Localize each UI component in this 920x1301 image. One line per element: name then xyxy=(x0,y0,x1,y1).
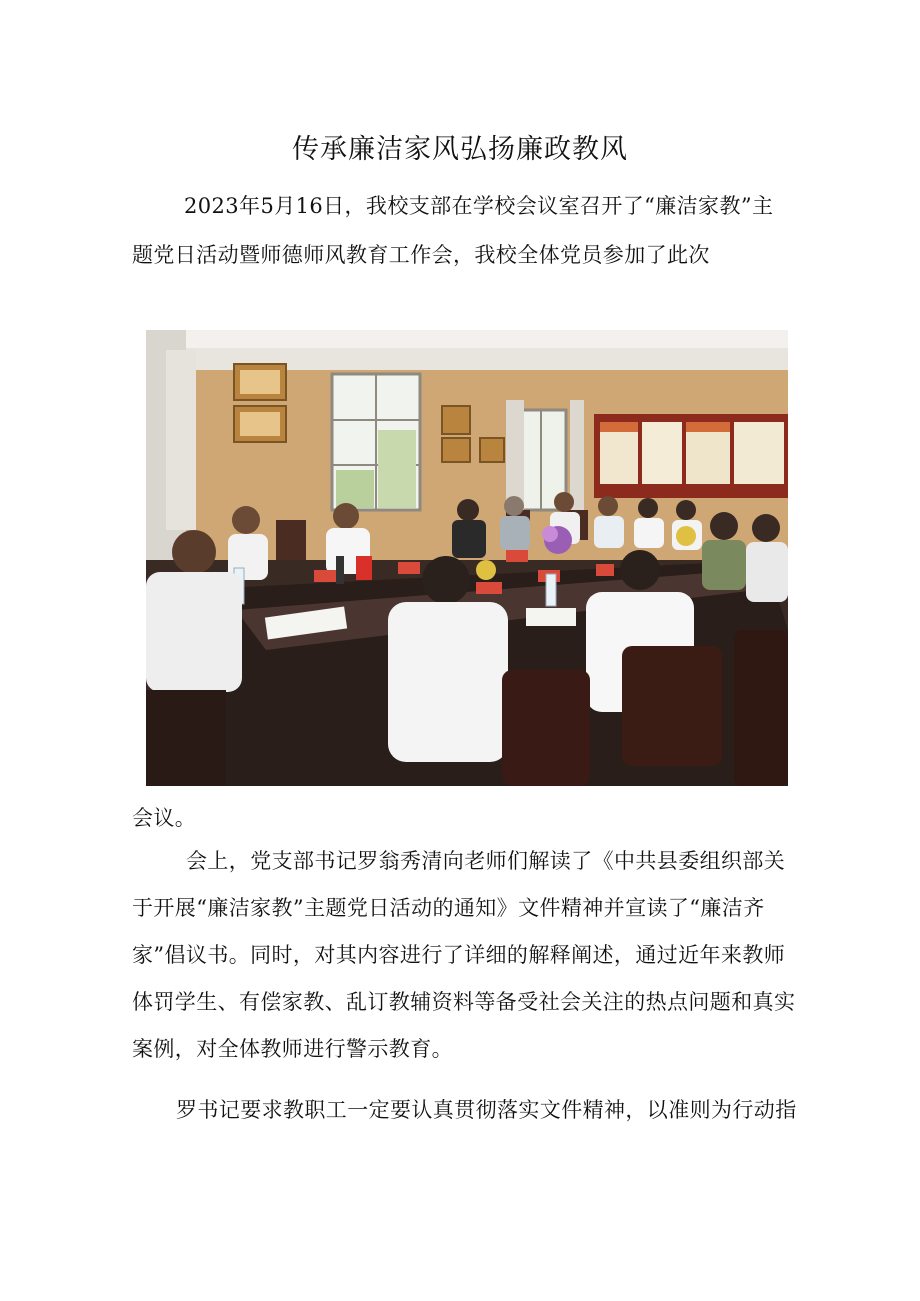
meeting-photo xyxy=(146,330,788,786)
page-title: 传承廉洁家风弘扬廉政教风 xyxy=(292,134,628,165)
paragraph-2-line-3: 家”倡议书。同时，对其内容进行了详细的解释阐述，通过近年来教师 xyxy=(132,943,786,967)
paragraph-2-line-4: 体罚学生、有偿家教、乱订教辅资料等备受社会关注的热点问题和真实 xyxy=(132,990,796,1014)
paragraph-1-line-3: 会议。 xyxy=(132,806,197,830)
paragraph-2-line-1: 会上，党支部书记罗翁秀清向老师们解读了《中共县委组织部关 xyxy=(186,849,786,873)
paragraph-1-line-2: 题党日活动暨师德师风教育工作会，我校全体党员参加了此次 xyxy=(132,243,710,267)
paragraph-2-line-5: 案例，对全体教师进行警示教育。 xyxy=(132,1037,453,1061)
paragraph-2-line-2: 于开展“廉洁家教”主题党日活动的通知》文件精神并宣读了“廉洁齐 xyxy=(132,896,765,920)
paragraph-1-line-1: 2023年5月16日，我校支部在学校会议室召开了“廉洁家教”主 xyxy=(184,194,774,218)
paragraph-3-line-1: 罗书记要求教职工一定要认真贯彻落实文件精神，以准则为行动指 xyxy=(176,1098,797,1122)
meeting-photo-illustration xyxy=(146,330,788,786)
